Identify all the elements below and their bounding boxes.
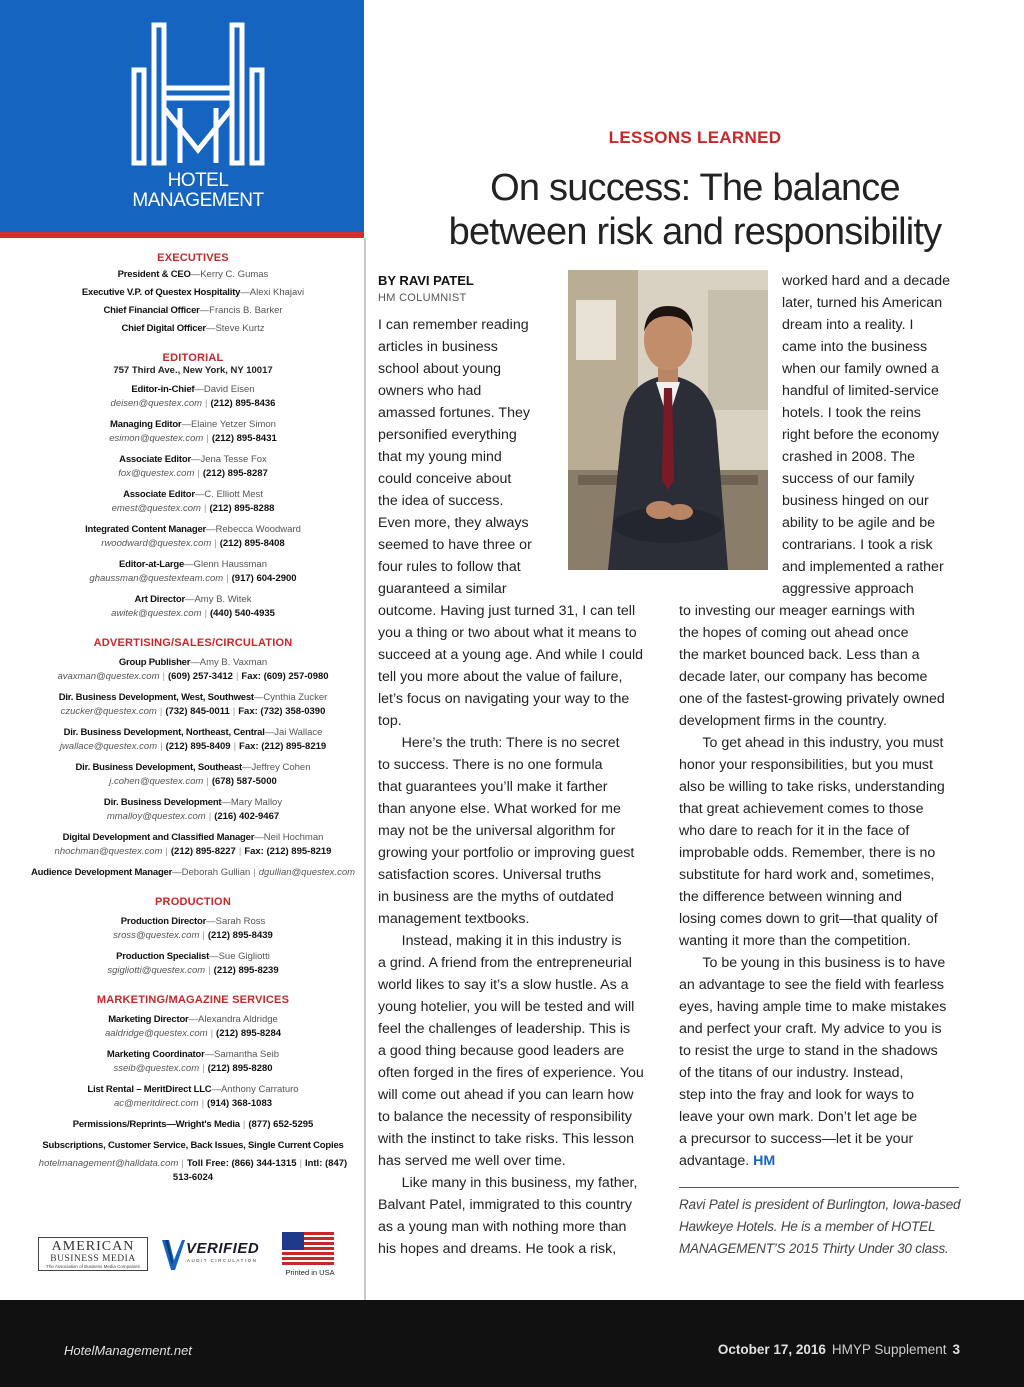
staff-fax: Fax: (212) 895-8219: [239, 741, 327, 752]
text-line: Like many in this business, my father,: [378, 1175, 638, 1191]
text-line: as a young man with nothing more than: [378, 1219, 627, 1235]
footer-issue-info: [718, 1342, 960, 1357]
byline: BY RAVI PATEL: [378, 273, 474, 288]
editorial-address: 757 Third Ave., New York, NY 10017: [113, 365, 273, 376]
text-line: management textbooks.: [378, 911, 530, 927]
staff-role: Editor-at-Large: [119, 559, 185, 570]
staff-email: esimon@questex.com: [109, 433, 204, 444]
staff-email: ghaussman@questexteam.com: [89, 573, 224, 584]
article-col1-bottom: [378, 600, 644, 1260]
text-line: crashed in 2008. The: [782, 449, 916, 465]
text-line: ability to be agile and be: [782, 515, 936, 531]
text-line: succeed at a young age. And while I could: [378, 647, 644, 663]
staff-role: Associate Editor: [119, 454, 191, 465]
staff-directory: [28, 248, 358, 1185]
staff-phone: (212) 895-8288: [209, 503, 275, 514]
staff-entry: Associate Editor—Jena Tesse Fox fox@questex.com | (212) 895-8287: [118, 454, 268, 479]
text-line: who dare to reach for it in the face of: [679, 823, 910, 839]
author-photo: [568, 270, 768, 570]
text-line: will come out ahead if you can learn how: [378, 1087, 634, 1103]
text-line: aggressive approach: [782, 581, 914, 597]
text-line: the market bounced back. Less than a: [679, 647, 920, 663]
text-line: Instead, making it in this industry is: [378, 933, 622, 949]
staff-fax: Fax: (609) 257-0980: [241, 671, 329, 682]
staff-entry: Dir. Business Development, Northeast, Central—Jai Wallace jwallace@questex.com | (212) 895-8409 | Fax: (212) 895-8219: [59, 727, 327, 752]
staff-email: awitek@questex.com: [111, 608, 202, 619]
text-line: an advantage to see the field with fearless: [679, 977, 945, 993]
staff-role: President & CEO: [117, 269, 191, 280]
staff-role: Dir. Business Development, West, Southwest: [58, 692, 254, 703]
staff-entry-audience: Audience Development Manager—Deborah Gullian | dgullian@questex.com: [30, 867, 356, 878]
staff-email: nhochman@questex.com: [54, 846, 163, 857]
subscriptions-email: hotelmanagement@halldata.com: [38, 1158, 179, 1169]
text-line: young hotelier, you will be tested and will: [378, 999, 635, 1015]
text-line: seemed to have three or: [378, 537, 532, 553]
abm-line3: The Association of Business Media Companies: [46, 1264, 140, 1269]
staff-entry: Editor-in-Chief—David Eisen deisen@questex.com | (212) 895-8436: [110, 384, 276, 409]
text-line: has served me well over time.: [378, 1153, 566, 1169]
staff-name: C. Elliott Mest: [204, 489, 263, 500]
staff-phone: (917) 604-2900: [231, 573, 297, 584]
staff-role: Dir. Business Development, Southeast: [75, 762, 242, 773]
logo-word-hotel: HOTEL: [167, 170, 229, 191]
section-heading-advertising: ADVERTISING/SALES/CIRCULATION: [93, 637, 293, 649]
section-heading-production: PRODUCTION: [155, 896, 231, 908]
article-col2-top: [782, 270, 950, 600]
article-col2-bottom: [679, 600, 946, 1172]
staff-phone: (212) 895-8431: [211, 433, 277, 444]
text-line: later, turned his American: [782, 295, 943, 311]
staff-email: mmalloy@questex.com: [106, 811, 206, 822]
text-line: than anyone else. What worked for me: [378, 801, 621, 817]
permissions-label: Permissions/Reprints—Wright's Media: [72, 1119, 240, 1130]
staff-entry: Dir. Business Development, Southeast—Jeffrey Cohen j.cohen@questex.com | (678) 587-5000: [75, 762, 311, 787]
text-line: outcome. Having just turned 31, I can tell: [378, 603, 636, 619]
staff-role: Art Director: [134, 594, 185, 605]
headline-line-1: On success: The balance: [490, 167, 900, 209]
membership-badges: [38, 1232, 338, 1282]
staff-fax: Fax: (212) 895-8219: [244, 846, 332, 857]
staff-name: Kerry C. Gumas: [200, 269, 269, 280]
text-line: that my young mind: [378, 449, 502, 465]
permissions-phone: (877) 652-5295: [248, 1119, 314, 1130]
staff-phone: (212) 895-8284: [216, 1028, 282, 1039]
text-line: the hopes of coming out ahead once: [679, 625, 909, 641]
staff-role: Dir. Business Development, Northeast, Central: [63, 727, 265, 738]
staff-name: Amy B. Vaxman: [199, 657, 268, 668]
text-line: Even more, they always: [378, 515, 529, 531]
staff-email: emest@questex.com: [111, 503, 201, 514]
staff-role: Digital Development and Classified Manager: [62, 832, 255, 843]
text-line: four rules to follow that: [378, 559, 521, 575]
text-line: I can remember reading: [378, 317, 529, 333]
staff-role: Marketing Coordinator: [106, 1049, 205, 1060]
staff-name: Elaine Yetzer Simon: [190, 419, 276, 430]
staff-phone: (212) 895-8408: [219, 538, 285, 549]
staff-role: Dir. Business Development: [103, 797, 222, 808]
staff-email: dgullian@questex.com: [258, 867, 356, 878]
text-line: when our family owned a: [782, 361, 939, 377]
headline-line-2: between risk and responsibility: [448, 211, 942, 253]
article-col1-top: [378, 314, 532, 600]
staff-role: Managing Editor: [110, 419, 182, 430]
last-word: advantage.: [679, 1153, 750, 1169]
usa-flag-icon: [282, 1232, 334, 1266]
end-mark-hm: HM: [753, 1153, 776, 1169]
text-line: that great achievement comes to those: [679, 801, 924, 817]
verified-sub: AUDIT CIRCULATION: [187, 1258, 258, 1263]
staff-email: rwoodward@questex.com: [101, 538, 212, 549]
staff-role: List Rental – MeritDirect LLC: [87, 1084, 212, 1095]
column-divider: [364, 238, 366, 1300]
text-line: also be willing to take risks, understanding: [679, 779, 945, 795]
staff-name: Cynthia Zucker: [263, 692, 328, 703]
text-line: top.: [378, 713, 402, 729]
staff-name: Jeffrey Cohen: [251, 762, 311, 773]
staff-entry: Production Director—Sarah Ross sross@questex.com | (212) 895-8439: [113, 916, 273, 941]
staff-phone: (678) 587-5000: [211, 776, 277, 787]
staff-phone: (216) 402-9467: [214, 811, 280, 822]
staff-role: Associate Editor: [123, 489, 195, 500]
staff-entry: Integrated Content Manager—Rebecca Woodward rwoodward@questex.com | (212) 895-8408: [85, 524, 301, 549]
text-line: may not be the universal algorithm for: [378, 823, 616, 839]
text-line: his hopes and dreams. He took a risk,: [378, 1241, 617, 1257]
verified-word: VERIFIED: [186, 1240, 260, 1257]
text-line: to resist the urge to stand in the shadows: [679, 1043, 938, 1059]
bio-line: MANAGEMENT’S 2015 Thirty Under 30 class.: [679, 1241, 949, 1256]
text-line: hotels. I took the reins: [782, 405, 921, 421]
byline-role: HM COLUMNIST: [378, 292, 467, 304]
staff-entry: Art Director—Amy B. Witek awitek@questex.com | (440) 540-4935: [111, 594, 275, 619]
text-line: that guarantees you’ll make it farther: [378, 779, 608, 795]
page-number: 3: [952, 1342, 960, 1357]
staff-phone: (914) 368-1083: [207, 1098, 273, 1109]
text-line: tell you more about the value of failure,: [378, 669, 623, 685]
text-line: personified everything: [378, 427, 517, 443]
verified-logo: [160, 1236, 270, 1272]
staff-name: Mary Malloy: [230, 797, 283, 808]
staff-name: David Eisen: [203, 384, 255, 395]
staff-role: Chief Financial Officer: [103, 305, 200, 316]
permissions-line: Permissions/Reprints—Wright's Media | (877) 652-5295: [72, 1119, 314, 1130]
staff-name: Anthony Carraturo: [220, 1084, 299, 1095]
staff-entry: List Rental – MeritDirect LLC—Anthony Carraturo ac@meritdirect.com | (914) 368-1083: [87, 1084, 299, 1109]
staff-phone: (212) 895-8287: [202, 468, 268, 479]
text-line: articles in business: [378, 339, 498, 355]
text-line: school about young: [378, 361, 502, 377]
staff-email: avaxman@questex.com: [57, 671, 160, 682]
staff-email: aaldridge@questex.com: [104, 1028, 208, 1039]
staff-entry: Group Publisher—Amy B. Vaxman avaxman@questex.com | (609) 257-3412 | Fax: (609) 257-0980: [57, 657, 329, 682]
subscriptions-line: [28, 1139, 358, 1185]
section-heading-editorial: EDITORIAL: [162, 352, 224, 364]
text-line: eyes, having ample time to make mistakes: [679, 999, 947, 1015]
staff-phone: (212) 895-8436: [210, 398, 276, 409]
text-line: to balance the necessity of responsibility: [378, 1109, 632, 1125]
staff-entry: Chief Financial Officer—Francis B. Barker: [103, 305, 283, 316]
text-line: development firms in the country.: [679, 713, 887, 729]
section-kicker: LESSONS LEARNED: [608, 128, 782, 147]
staff-entry: Dir. Business Development—Mary Malloy mmalloy@questex.com | (216) 402-9467: [103, 797, 283, 822]
staff-entry: President & CEO—Kerry C. Gumas: [117, 269, 269, 280]
staff-role: Marketing Director: [108, 1014, 189, 1025]
portrait-illustration: [568, 270, 768, 570]
subscriptions-tollfree: Toll Free: (866) 344-1315: [186, 1158, 297, 1169]
text-line: contrarians. I took a risk: [782, 537, 933, 553]
footer-publication: HMYP Supplement: [831, 1342, 947, 1357]
text-line: growing your portfolio or improving guest: [378, 845, 635, 861]
text-line: success of our family: [782, 471, 915, 487]
text-line: right before the economy: [782, 427, 939, 443]
text-line: handful of limited-service: [782, 383, 939, 399]
text-line: wanting it more than the competition.: [679, 933, 911, 949]
text-line: To get ahead in this industry, you must: [679, 735, 944, 751]
staff-entry: Executive V.P. of Questex Hospitality—Alexi Khajavi: [81, 287, 305, 298]
staff-name: Samantha Seib: [214, 1049, 280, 1060]
staff-name: Rebecca Woodward: [215, 524, 301, 535]
text-line: to investing our meager earnings with: [679, 603, 915, 619]
staff-name: Glenn Haussman: [193, 559, 267, 570]
staff-name: Francis B. Barker: [209, 305, 283, 316]
text-line: the idea of success.: [378, 493, 504, 509]
staff-name: Sue Gigliotti: [218, 951, 270, 962]
text-line: a grind. A friend from the entrepreneurial: [378, 955, 632, 971]
section-heading-marketing: MARKETING/MAGAZINE SERVICES: [96, 994, 290, 1006]
text-line: feel the challenges of leadership. This is: [378, 1021, 631, 1037]
text-line: honor your responsibilities, but you must: [679, 757, 933, 773]
subscriptions-label: Subscriptions, Customer Service, Back Issues, Single Current Copies: [42, 1140, 344, 1151]
abm-line2: BUSINESS MEDIA: [50, 1254, 136, 1264]
staff-phone: (212) 895-8239: [213, 965, 279, 976]
text-line: substitute for hard work and, sometimes,: [679, 867, 935, 883]
article-headline: [366, 166, 1024, 254]
staff-entry: Dir. Business Development, West, Southwest—Cynthia Zucker czucker@questex.com | (732) 845-0011 | Fax: (732) 358-0390: [58, 692, 328, 717]
subscriptions-contacts: hotelmanagement@halldata.com | Toll Free: (866) 344-1315 | Intl: (847) 513-6024: [38, 1158, 348, 1183]
staff-email: sgigliotti@questex.com: [107, 965, 206, 976]
bio-line: Hawkeye Hotels. He is a member of HOTEL: [679, 1219, 936, 1234]
text-line: often forged in the fires of experience. You: [378, 1065, 644, 1081]
text-line: in business are the myths of outdated: [378, 889, 614, 905]
text-line: a good thing because good leaders are: [378, 1043, 625, 1059]
text-line: owners who had: [378, 383, 482, 399]
staff-entry: Marketing Director—Alexandra Aldridge aaldridge@questex.com | (212) 895-8284: [104, 1014, 282, 1039]
staff-role: Production Specialist: [116, 951, 210, 962]
staff-role: Chief Digital Officer: [121, 323, 206, 334]
staff-email: sseib@questex.com: [113, 1063, 200, 1074]
masthead-red-rule: [0, 232, 364, 238]
staff-name: Jena Tesse Fox: [200, 454, 267, 465]
text-line: to success. There is no one formula: [378, 757, 603, 773]
abm-line1: AMERICAN: [51, 1239, 135, 1254]
bio-line: Ravi Patel is president of Burlington, Iowa-based: [679, 1197, 961, 1212]
staff-name: Jai Wallace: [274, 727, 323, 738]
text-line: and perfect your craft. My advice to you is: [679, 1021, 942, 1037]
text-line: business hinged on our: [782, 493, 929, 509]
text-line: came into the business: [782, 339, 928, 355]
staff-phone: (440) 540-4935: [209, 608, 275, 619]
staff-phone: (609) 257-3412: [167, 671, 233, 682]
text-line: amassed fortunes. They: [378, 405, 530, 421]
text-line: Here’s the truth: There is no secret: [378, 735, 620, 751]
staff-name: Steve Kurtz: [215, 323, 265, 334]
staff-phone: (212) 895-8227: [170, 846, 236, 857]
text-line: Balvant Patel, immigrated to this country: [378, 1197, 632, 1213]
text-line: losing comes down to grit—that quality of: [679, 911, 938, 927]
hotel-management-logo: [118, 20, 278, 215]
footer-website: HotelManagement.net: [64, 1343, 192, 1358]
footer-date: October 17, 2016: [717, 1342, 826, 1357]
staff-email: deisen@questex.com: [110, 398, 203, 409]
staff-name: Alexi Khajavi: [249, 287, 305, 298]
staff-email: czucker@questex.com: [60, 706, 157, 717]
staff-phone: (212) 895-8439: [207, 930, 273, 941]
staff-entry: Chief Digital Officer—Steve Kurtz: [121, 323, 265, 334]
staff-name: Deborah Gullian: [181, 867, 251, 878]
text-line: one of the fastest-growing privately owned: [679, 691, 945, 707]
text-line: with the instinct to take risks. This lesson: [378, 1131, 635, 1147]
text-line: world likes to say it’s a slow hustle. As a: [378, 977, 629, 993]
text-line: satisfaction scores. Universal truths: [378, 867, 602, 883]
text-line: worked hard and a decade: [782, 273, 951, 289]
staff-email: j.cohen@questex.com: [109, 776, 204, 787]
text-line: improbable odds. Remember, there is no: [679, 845, 936, 861]
verified-check-icon: [160, 1238, 186, 1272]
text-line: let’s focus on navigating your way to the: [378, 691, 630, 707]
staff-fax: Fax: (732) 358-0390: [238, 706, 326, 717]
author-bio: [679, 1194, 960, 1260]
staff-email: jwallace@questex.com: [59, 741, 158, 752]
staff-entry: Production Specialist—Sue Gigliotti sgigliotti@questex.com | (212) 895-8239: [107, 951, 279, 976]
text-line: and implemented a rather: [782, 559, 944, 575]
logo-word-management: MANAGEMENT: [132, 190, 264, 211]
staff-name: Alexandra Aldridge: [198, 1014, 278, 1025]
text-line: leave your own mark. Don’t let age be: [679, 1109, 918, 1125]
staff-role: Group Publisher: [118, 657, 191, 668]
staff-email: fox@questex.com: [118, 468, 195, 479]
staff-email: ac@meritdirect.com: [113, 1098, 199, 1109]
text-line: you a thing or two about what it means to: [378, 625, 637, 641]
subscriptions-intl: Intl: (847) 513-6024: [172, 1158, 348, 1183]
staff-role: Executive V.P. of Questex Hospitality: [81, 287, 241, 298]
text-line: guaranteed a similar: [378, 581, 507, 597]
abm-logo: [38, 1237, 148, 1271]
text-line-last: [679, 1150, 946, 1172]
text-line: could conceive about: [378, 471, 512, 487]
staff-phone: (212) 895-8409: [165, 741, 231, 752]
text-line: a precursor to success—let it be your: [679, 1131, 914, 1147]
text-line: To be young in this business is to have: [679, 955, 946, 971]
text-line: the difference between winning and: [679, 889, 902, 905]
staff-phone: (732) 845-0011: [165, 706, 230, 717]
staff-email: sross@questex.com: [113, 930, 200, 941]
staff-role: Editor-in-Chief: [131, 384, 195, 395]
staff-role: Integrated Content Manager: [85, 524, 207, 535]
printed-in-usa: Printed in USA: [285, 1268, 335, 1277]
staff-entry: Associate Editor—C. Elliott Mest emest@questex.com | (212) 895-8288: [111, 489, 275, 514]
page-footer: [0, 1300, 1024, 1387]
hm-monogram-icon: [118, 20, 278, 170]
text-line: dream into a reality. I: [782, 317, 914, 333]
staff-role: Production Director: [120, 916, 207, 927]
staff-entry: Marketing Coordinator—Samantha Seib sseib@questex.com | (212) 895-8280: [106, 1049, 280, 1074]
staff-name: Neil Hochman: [263, 832, 324, 843]
section-heading-executives: EXECUTIVES: [157, 252, 229, 264]
staff-name: Sarah Ross: [215, 916, 266, 927]
bio-divider: [679, 1187, 959, 1188]
staff-phone: (212) 895-8280: [207, 1063, 273, 1074]
text-line: step into the fray and look for ways to: [679, 1087, 915, 1103]
staff-entry: Editor-at-Large—Glenn Haussman ghaussman@questexteam.com | (917) 604-2900: [89, 559, 297, 584]
staff-entry: Digital Development and Classified Manager—Neil Hochman nhochman@questex.com | (212) 895-8227 | Fax: (212) 895-8219: [54, 832, 332, 857]
text-line: of the titans of our industry. Instead,: [679, 1065, 904, 1081]
staff-entry: Managing Editor—Elaine Yetzer Simon esimon@questex.com | (212) 895-8431: [109, 419, 277, 444]
staff-name: Amy B. Witek: [194, 594, 252, 605]
staff-role: Audience Development Manager: [30, 867, 173, 878]
text-line: decade later, our company has become: [679, 669, 928, 685]
